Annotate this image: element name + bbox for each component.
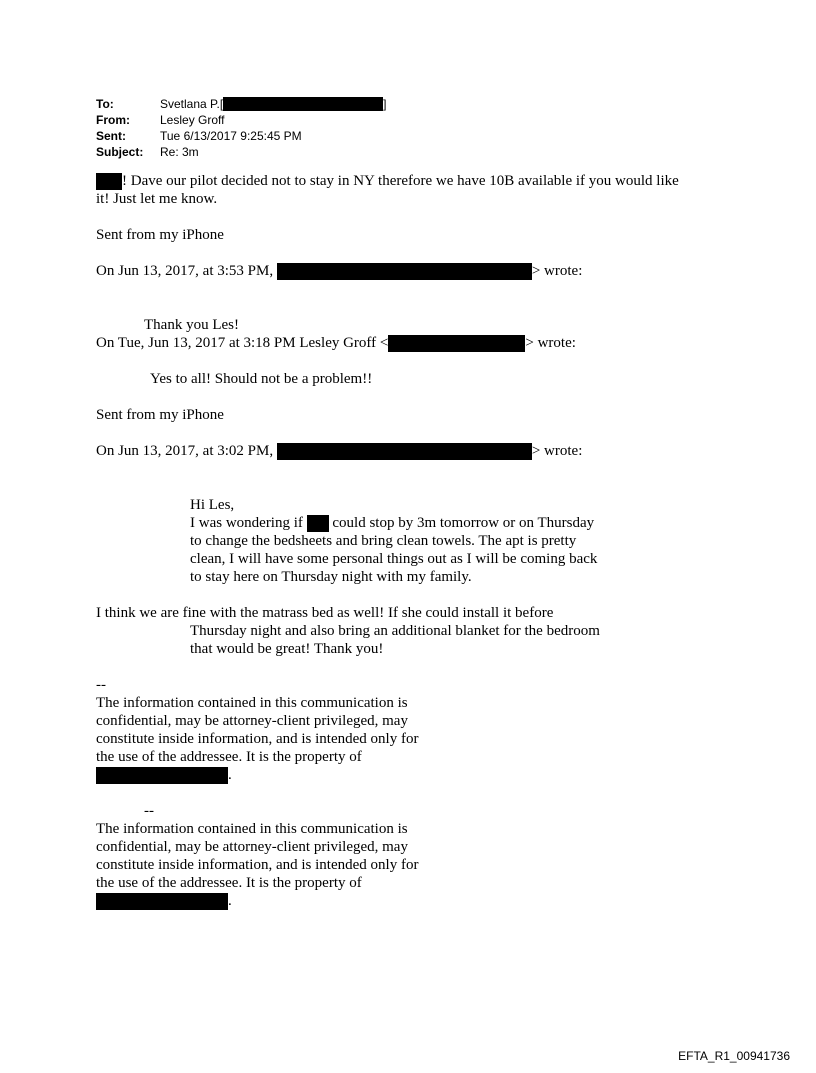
disclaimer-line-5: . (96, 892, 736, 910)
quote-attribution-3: On Jun 13, 2017, at 3:02 PM, > wrote: (96, 443, 583, 460)
sent-label: Sent: (96, 129, 126, 143)
matrass-line-1: I think we are fine with the matrass bed as well! If she could install it before (96, 605, 554, 622)
hi-les-line: Hi Les, (190, 497, 235, 514)
redaction-box (96, 767, 228, 784)
redaction-box (277, 263, 532, 280)
request-line-1: I was wondering if could stop by 3m tomorrow or on Thursday (190, 515, 595, 532)
redaction-box (388, 335, 525, 352)
body-line-2: it! Just let me know. (96, 191, 218, 208)
disclaimer-dashes: -- (144, 803, 154, 820)
disclaimer-dashes: -- (96, 677, 106, 694)
disclaimer-line-4: the use of the addressee. It is the property of (96, 875, 362, 892)
request-line-4: to stay here on Thursday night with my family. (190, 569, 472, 586)
to-row (96, 96, 387, 112)
redaction-box (277, 443, 532, 460)
disclaimer-line-3: constitute inside information, and is intended only for (96, 731, 419, 748)
redaction-box (96, 893, 228, 910)
from-value: Lesley Groff (160, 113, 225, 127)
disclaimer-line-1: The information contained in this communication is (96, 821, 408, 838)
matrass-line-3: that would be great! Thank you! (190, 641, 384, 658)
document-id: EFTA_R1_00941736 (678, 1049, 790, 1063)
redaction-box (223, 97, 383, 111)
yes-to-all-line: Yes to all! Should not be a problem!! (150, 371, 373, 388)
disclaimer-line-4: the use of the addressee. It is the property of (96, 749, 362, 766)
sent-from-iphone-1: Sent from my iPhone (96, 227, 224, 244)
email-header (96, 96, 387, 160)
disclaimer-2 (96, 802, 736, 910)
disclaimer-1 (96, 676, 736, 784)
disclaimer-line-2: confidential, may be attorney-client privileged, may (96, 713, 408, 730)
subject-value: Re: 3m (160, 145, 199, 159)
sent-value: Tue 6/13/2017 9:25:45 PM (160, 129, 302, 143)
redaction-box (307, 515, 329, 532)
sent-from-iphone-2: Sent from my iPhone (96, 407, 224, 424)
body-line-1: ! Dave our pilot decided not to stay in NY therefore we have 10B available if you would like (96, 172, 736, 190)
disclaimer-line-5: . (96, 766, 736, 784)
to-value-close: ] (383, 97, 387, 111)
disclaimer-line-2: confidential, may be attorney-client privileged, may (96, 839, 408, 856)
request-line-2: to change the bedsheets and bring clean towels. The apt is pretty (190, 533, 577, 550)
thank-you-line: Thank you Les! (144, 317, 239, 334)
quote-attribution-2: On Tue, Jun 13, 2017 at 3:18 PM Lesley Groff < > wrote: (96, 335, 576, 352)
sent-row (96, 128, 387, 144)
from-label: From: (96, 113, 130, 127)
matrass-line-2: Thursday night and also bring an additional blanket for the bedroom (190, 623, 600, 640)
email-body (96, 172, 736, 910)
disclaimer-line-1: The information contained in this communication is (96, 695, 408, 712)
to-value: Svetlana P.[ (160, 97, 224, 111)
from-row (96, 112, 387, 128)
to-label: To: (96, 97, 114, 111)
disclaimer-line-3: constitute inside information, and is intended only for (96, 857, 419, 874)
subject-row (96, 144, 387, 160)
subject-label: Subject: (96, 145, 144, 159)
quote-attribution-1: On Jun 13, 2017, at 3:53 PM, > wrote: (96, 263, 583, 280)
request-line-3: clean, I will have some personal things out as I will be coming back (190, 551, 598, 568)
redaction-box (96, 173, 122, 190)
